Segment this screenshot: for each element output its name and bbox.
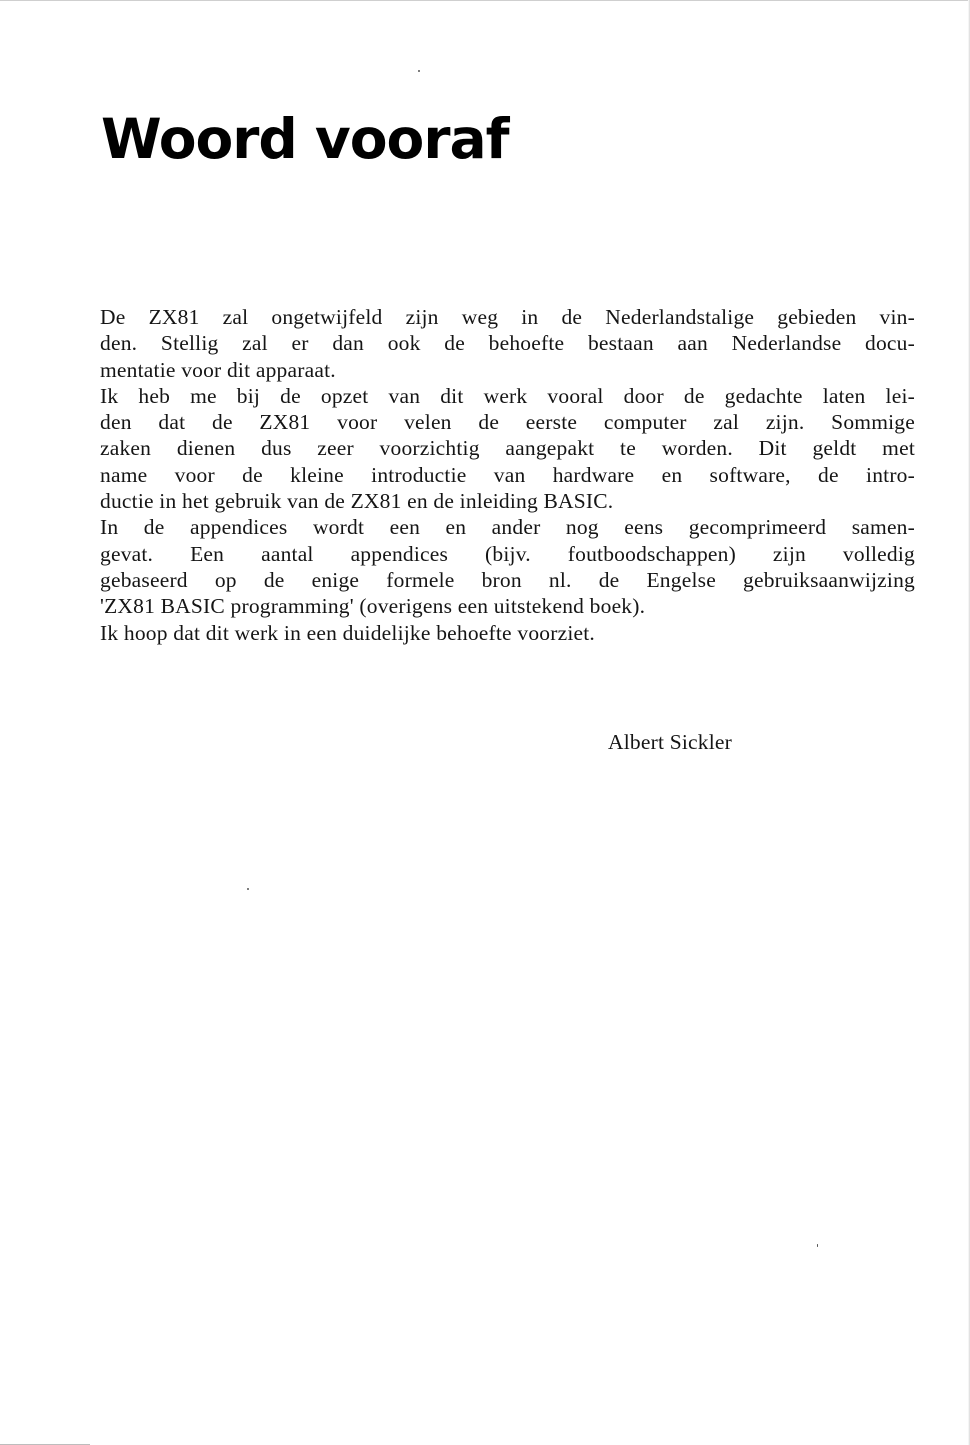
text-line: Ik heb me bij de opzet van dit werk vooral door de gedachte laten lei- [100, 383, 915, 408]
text-line: den dat de ZX81 voor velen de eerste computer zal zijn. Sommige [100, 410, 915, 435]
text-line: De ZX81 zal ongetwijfeld zijn weg in de Nederlandstalige gebieden vin- [100, 305, 915, 329]
preface-body [100, 304, 915, 646]
text-line: zaken dienen dus zeer voorzichtig aangepakt te worden. Dit geldt met [100, 436, 915, 461]
text-line: mentatie voor dit apparaat. [100, 357, 336, 382]
scan-speck [247, 888, 249, 890]
text-line: gevat. Een aantal appendices (bijv. foutboodschappen) zijn volledig [100, 541, 915, 566]
text-line: den. Stellig zal er dan ook de behoefte bestaan aan Nederlandse docu- [100, 331, 915, 356]
author-signature: Albert Sickler [608, 730, 732, 754]
text-line: In de appendices wordt een en ander nog eens gecomprimeerd samen- [100, 515, 915, 540]
scan-speck [817, 1244, 818, 1247]
text-line: gebaseerd op de enige formele bron nl. de Engelse gebruiksaanwijzing [100, 567, 915, 592]
scan-speck [418, 70, 420, 72]
page-title: Woord vooraf [101, 107, 509, 171]
text-line: ductie in het gebruik van de ZX81 en de inleiding BASIC. [100, 489, 614, 514]
page-edge-top [0, 0, 970, 1]
text-line: Ik hoop dat dit werk in een duidelijke behoefte voorziet. [100, 620, 595, 645]
text-line: name voor de kleine introductie van hardware en software, de intro- [100, 462, 915, 487]
text-line: 'ZX81 BASIC programming' (overigens een uitstekend boek). [100, 594, 646, 619]
